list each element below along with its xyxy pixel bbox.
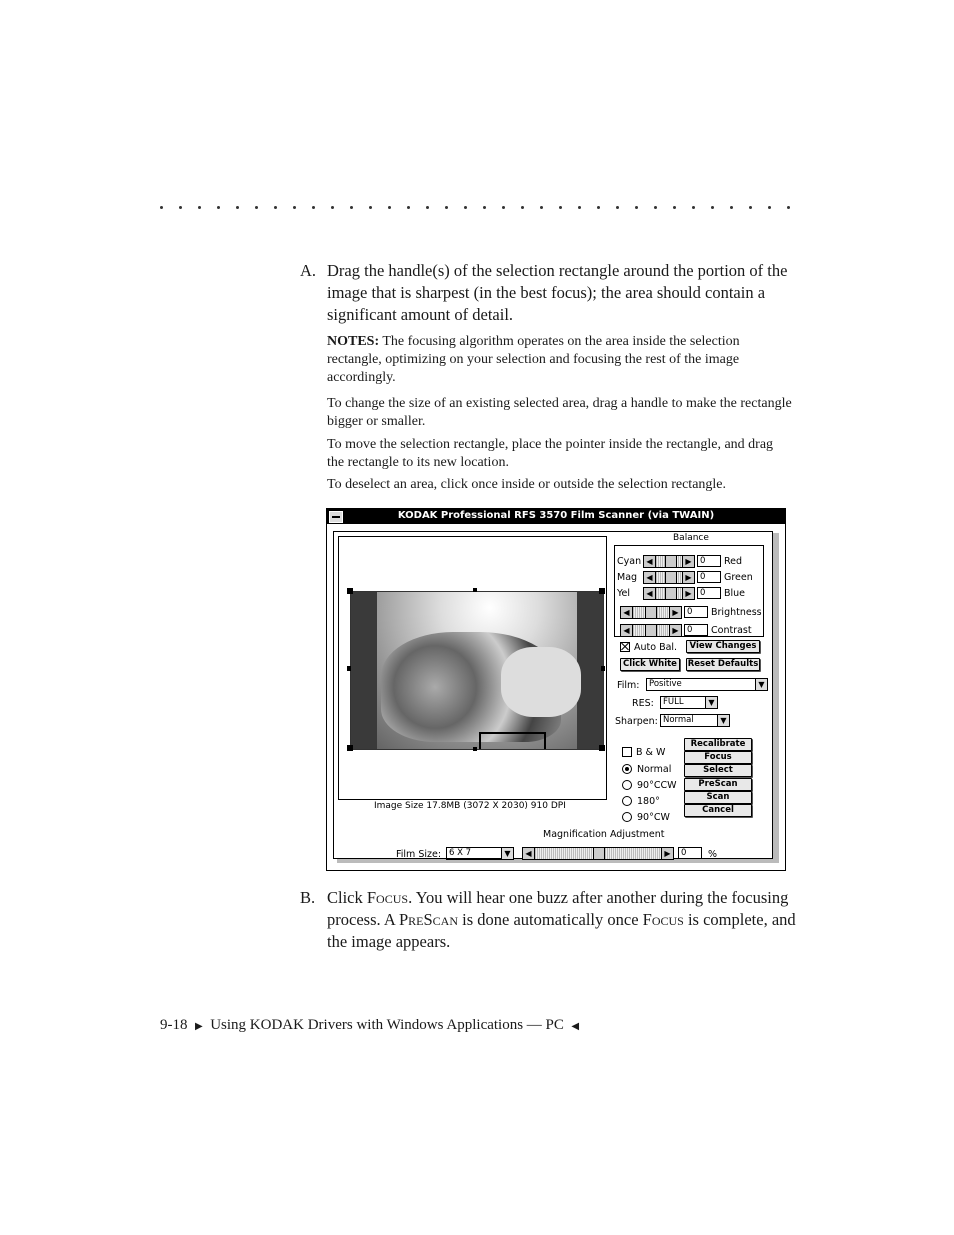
arrow-right-icon[interactable]: ▶ — [682, 588, 694, 599]
step-b-part: Click — [327, 888, 367, 907]
radio-icon[interactable] — [622, 796, 632, 806]
notes-text-2: To change the size of an existing selected area, drag a handle to make the rectangle bigger or smaller. — [327, 396, 792, 429]
selection-handle[interactable] — [601, 666, 605, 671]
film-size-value: 6 X 7 — [449, 848, 472, 858]
blue-label: Blue — [724, 587, 746, 599]
contrast-value[interactable]: 0 — [684, 624, 708, 636]
recalibrate-button[interactable]: Recalibrate — [684, 738, 752, 751]
res-select[interactable] — [660, 696, 718, 709]
yel-blue-value[interactable]: 0 — [697, 587, 721, 599]
radio-selected-icon[interactable] — [622, 764, 632, 774]
red-label: Red — [724, 555, 743, 567]
checkbox-checked-icon[interactable] — [620, 642, 630, 652]
arrow-left-icon[interactable]: ◀ — [523, 848, 535, 859]
rotation-label: 90°CW — [637, 811, 670, 823]
brightness-row — [620, 606, 762, 618]
rotation-90ccw-radio[interactable] — [622, 779, 677, 791]
yel-blue-row — [617, 587, 745, 599]
radio-icon[interactable] — [622, 812, 632, 822]
film-value: Positive — [649, 679, 682, 689]
step-b-part: is complete, and the image appears. — [327, 910, 796, 951]
contrast-row — [620, 624, 752, 636]
client-shadow — [773, 533, 779, 861]
image-size-readout: Image Size 17.8MB (3072 X 2030) 910 DPI — [374, 801, 566, 811]
brightness-label: Brightness — [711, 606, 762, 618]
view-changes-button[interactable]: View Changes — [686, 640, 760, 653]
selection-handle[interactable] — [347, 745, 353, 751]
selection-handle[interactable] — [347, 666, 351, 671]
magnification-unit: % — [708, 849, 718, 860]
bw-checkbox[interactable] — [622, 746, 665, 758]
contrast-slider[interactable] — [620, 624, 682, 637]
auto-bal-checkbox[interactable] — [620, 641, 677, 653]
res-value: FULL — [663, 697, 684, 707]
sharpen-select[interactable] — [660, 714, 730, 727]
arrow-right-icon[interactable]: ▶ — [669, 607, 681, 618]
focus-term: Focus — [642, 910, 684, 929]
film-edge-right — [577, 592, 603, 749]
triangle-left-icon: ◀ — [571, 1021, 580, 1032]
sharpen-value: Normal — [663, 715, 694, 725]
click-white-button[interactable]: Click White — [620, 658, 680, 671]
selection-handle[interactable] — [473, 588, 477, 592]
cyan-red-row — [617, 555, 742, 567]
arrow-right-icon[interactable]: ▶ — [682, 556, 694, 567]
rotation-label: 90°CCW — [637, 779, 677, 791]
reset-defaults-button[interactable]: Reset Defaults — [687, 659, 759, 669]
auto-bal-label: Auto Bal. — [634, 641, 678, 653]
yel-label: Yel — [617, 587, 631, 599]
chevron-down-icon[interactable]: ▼ — [755, 679, 767, 690]
focus-button[interactable]: Focus — [684, 751, 752, 764]
film-label: Film: — [617, 680, 640, 691]
arrow-right-icon[interactable]: ▶ — [682, 572, 694, 583]
chevron-down-icon[interactable]: ▼ — [501, 848, 513, 859]
dotted-rule — [160, 206, 790, 209]
footer-text: Using KODAK Drivers with Windows Applications — PC — [210, 1017, 564, 1033]
focus-selection-rectangle[interactable] — [479, 732, 546, 750]
yel-blue-slider[interactable] — [643, 587, 695, 600]
notes-text-1: The focusing algorithm operates on the area inside the selection rectangle, optimizing on your selection and focusing the rest of the image accordingly. — [327, 334, 740, 385]
cyan-label: Cyan — [617, 555, 642, 567]
arrow-right-icon[interactable]: ▶ — [669, 625, 681, 636]
rotation-label: Normal — [637, 763, 672, 775]
arrow-left-icon[interactable]: ◀ — [644, 572, 656, 583]
dialog-title: KODAK Professional RFS 3570 Film Scanner (via TWAIN) — [397, 510, 715, 521]
arrow-left-icon[interactable]: ◀ — [621, 625, 633, 636]
preview-image[interactable] — [350, 591, 604, 750]
prescan-term: PreScan — [398, 910, 458, 929]
selection-handle[interactable] — [347, 588, 353, 594]
film-edge-left — [351, 592, 377, 749]
selection-handle[interactable] — [599, 588, 605, 594]
step-b-letter: B. — [300, 888, 316, 907]
scanner-dialog — [326, 508, 786, 871]
brightness-slider[interactable] — [620, 606, 682, 619]
res-label: RES: — [632, 698, 654, 709]
rotation-label: 180° — [637, 795, 660, 807]
dialog-titlebar — [327, 509, 785, 524]
focus-term: Focus — [366, 888, 409, 907]
magnification-slider[interactable] — [522, 847, 674, 860]
arrow-left-icon[interactable]: ◀ — [621, 607, 633, 618]
dialog-client — [333, 531, 773, 859]
page-number: 9-18 — [160, 1017, 188, 1033]
arrow-left-icon[interactable]: ◀ — [644, 556, 656, 567]
radio-icon[interactable] — [622, 780, 632, 790]
mag-green-slider[interactable] — [643, 571, 695, 584]
cancel-button[interactable]: Cancel — [684, 804, 752, 817]
selection-handle[interactable] — [599, 745, 605, 751]
arrow-right-icon[interactable]: ▶ — [661, 848, 673, 859]
magnification-value[interactable]: 0 — [678, 847, 702, 859]
sharpen-label: Sharpen: — [615, 716, 658, 727]
prescan-button[interactable]: PreScan — [684, 778, 752, 791]
notes-label: NOTES: — [327, 334, 380, 349]
film-size-select[interactable] — [446, 847, 514, 860]
notes-paragraph — [327, 333, 792, 387]
rotation-90cw-radio[interactable] — [622, 811, 670, 823]
image-plate — [501, 647, 581, 717]
chevron-down-icon[interactable]: ▼ — [705, 697, 717, 708]
mag-green-row — [617, 571, 753, 583]
triangle-right-icon: ▶ — [195, 1021, 203, 1032]
film-select[interactable] — [646, 678, 768, 691]
step-b-part: is done automatically once — [458, 910, 643, 929]
mag-green-value[interactable]: 0 — [697, 571, 721, 583]
step-b-part: . You will hear one buzz after another during the focusing process. A — [327, 888, 789, 929]
film-size-label: Film Size: — [396, 849, 442, 860]
cyan-red-slider[interactable] — [643, 555, 695, 568]
cyan-red-value[interactable]: 0 — [697, 555, 721, 567]
selection-handle[interactable] — [473, 747, 477, 751]
bw-label: B & W — [636, 746, 666, 758]
mag-label: Mag — [617, 571, 638, 583]
rotation-180-radio[interactable] — [622, 795, 660, 807]
notes-text-4: To deselect an area, click once inside or outside the selection rectangle. — [327, 477, 727, 492]
step-a-text: Drag the handle(s) of the selection rectangle around the portion of the image that is sharpest (in the best focus); the area should contain a significant amount of detail. — [327, 261, 788, 324]
step-b-text — [327, 887, 797, 953]
checkbox-unchecked-icon[interactable] — [622, 747, 632, 757]
balance-label: Balance — [673, 533, 709, 543]
brightness-value[interactable]: 0 — [684, 606, 708, 618]
rotation-normal-radio[interactable] — [622, 763, 671, 775]
step-a-letter: A. — [300, 261, 317, 280]
chevron-down-icon[interactable]: ▼ — [717, 715, 729, 726]
arrow-left-icon[interactable]: ◀ — [644, 588, 656, 599]
page-footer — [160, 1017, 579, 1034]
contrast-label: Contrast — [711, 624, 752, 636]
select-button[interactable]: Select — [684, 764, 752, 777]
notes-text-3: To move the selection rectangle, place the pointer inside the rectangle, and drag the rectangle to its new location. — [327, 437, 774, 470]
green-label: Green — [724, 571, 753, 583]
preview-area[interactable] — [338, 536, 607, 800]
scan-button[interactable]: Scan — [684, 791, 752, 804]
magnification-label: Magnification Adjustment — [543, 829, 665, 840]
